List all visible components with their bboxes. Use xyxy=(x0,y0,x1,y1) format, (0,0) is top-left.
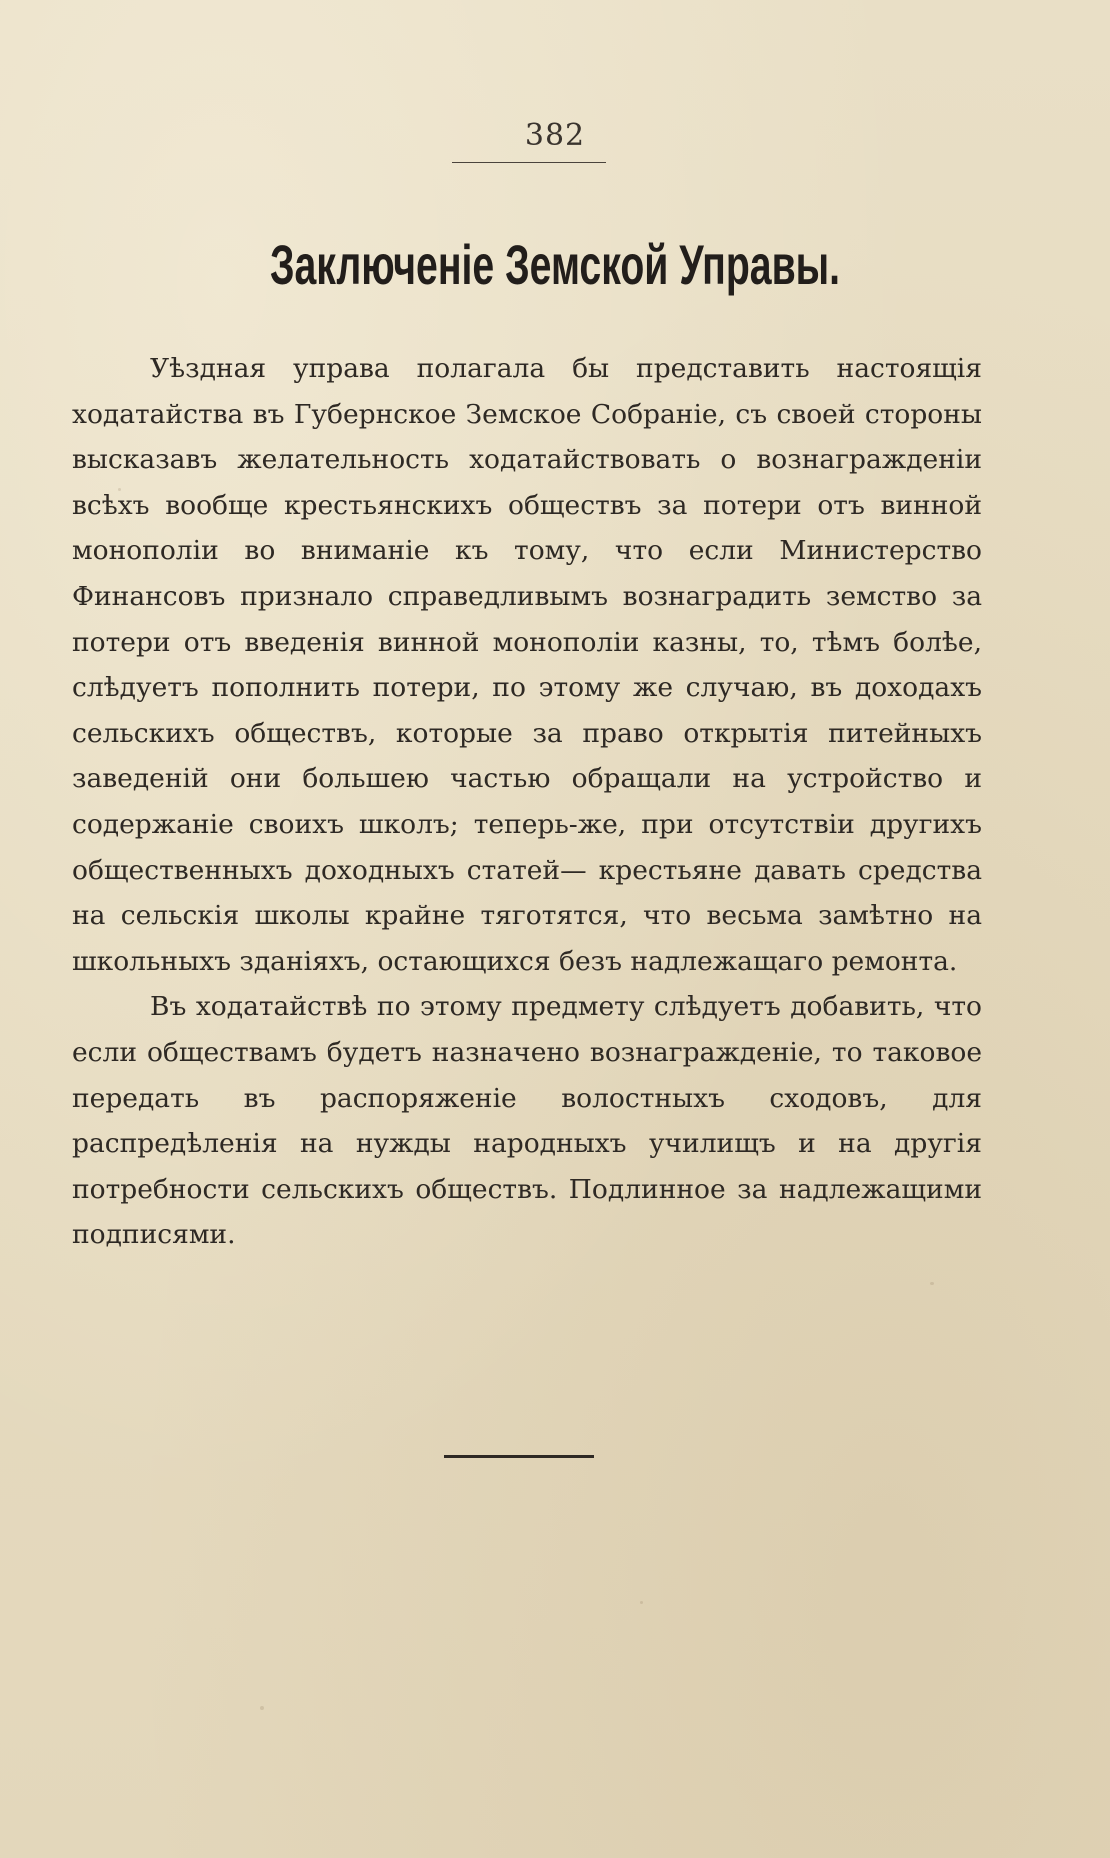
paragraph-1: Уѣздная управа полагала бы представить настоящія ходатайства въ Губернское Земское Собраніе, съ своей стороны высказавъ желательность ходатайствовать о вознагражденіи всѣхъ вообще крестьянскихъ обществъ за потери отъ винной монополіи во вниманіе къ тому, что если Министерство Финансовъ признало справедливымъ вознаградить земство за потери отъ введенія винной монополіи казны, то, тѣмъ болѣе, слѣдуетъ пополнить потери, по этому же случаю, въ доходахъ сельскихъ обществъ, которые за право открытія питейныхъ заведеній они большею частью обращали на устройство и содержаніе своихъ школъ; теперь-же, при отсутствіи другихъ общественныхъ доходныхъ статей— крестьяне давать средства на сельскія школы крайне тяготятся, что весьма замѣтно на школьныхъ зданіяхъ, остающихся безъ надлежащаго ремонта. xyxy=(72,353,982,977)
paper-speck xyxy=(930,1282,934,1285)
body-text xyxy=(72,346,982,1258)
page-title: Заключеніе Земской Управы. xyxy=(269,233,841,296)
paragraph-2: Въ ходатайствѣ по этому предмету слѣдуетъ добавить, что если обществамъ будетъ назначено вознагражденіе, то таковое передать въ распоряженіе волостныхъ сходовъ, для распредѣленія на нужды народныхъ училищъ и на другія потребности сельскихъ обществъ. Подлинное за надлежащими подписями. xyxy=(72,991,982,1251)
paper-speck xyxy=(260,1706,264,1710)
end-rule xyxy=(444,1455,594,1458)
page-number-rule xyxy=(452,162,606,163)
page-number: 382 xyxy=(524,118,586,153)
paper-speck xyxy=(640,1601,643,1604)
